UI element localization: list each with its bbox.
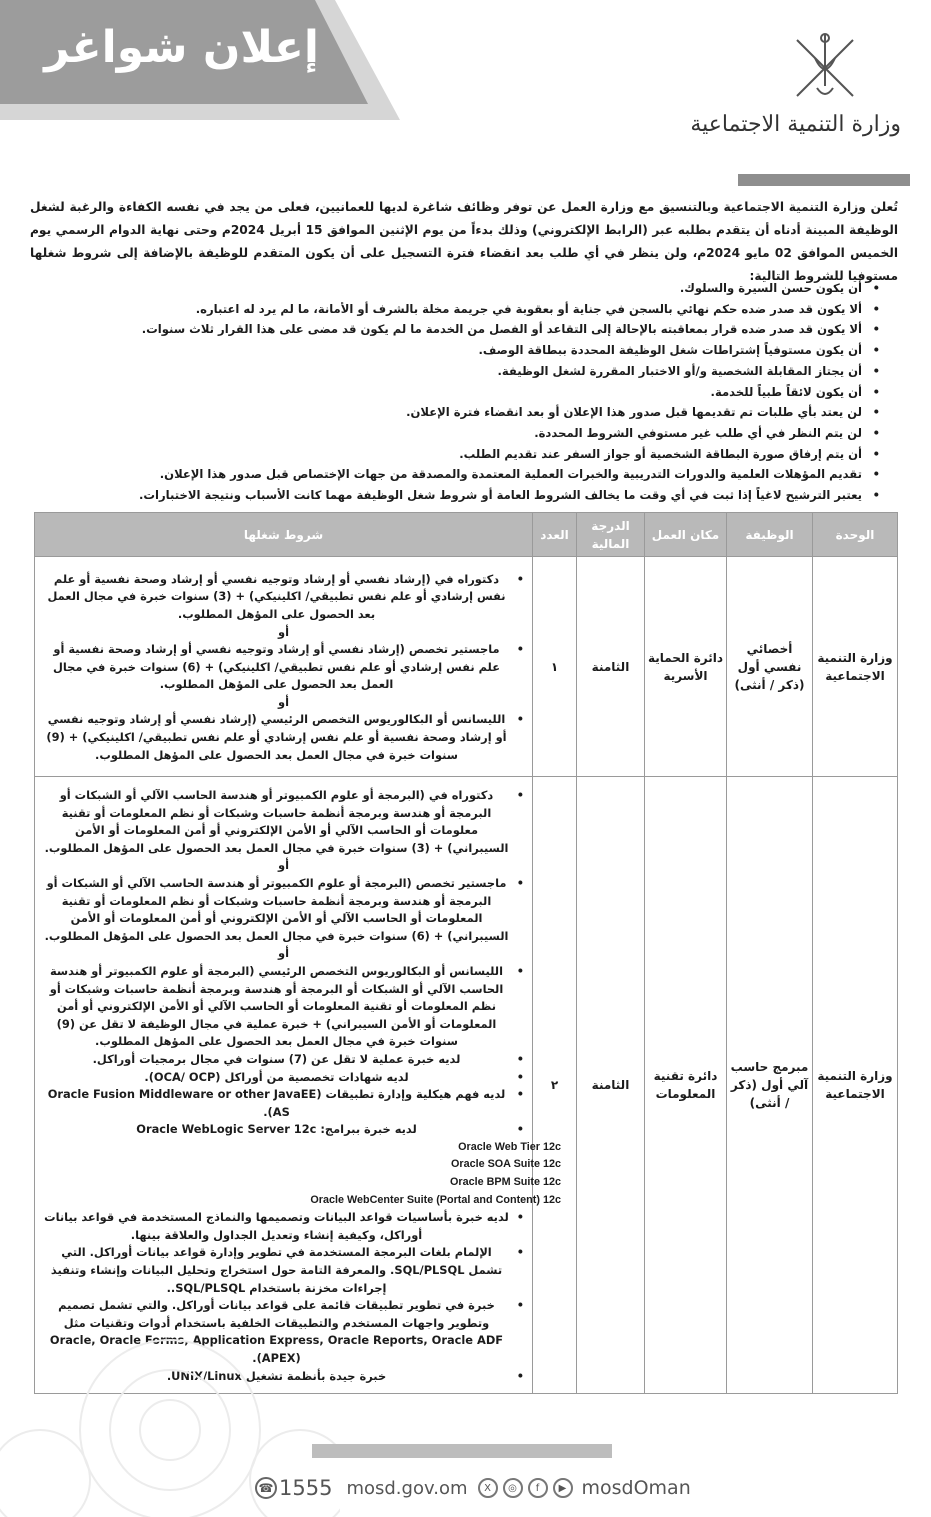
conditions-list	[30, 278, 898, 506]
header-count: العدد	[533, 513, 577, 557]
condition-item: • ألا يكون قد صدر ضده حكم نهائي بالسجن في جناية أو بعقوبة في جريمة مخلة بالشرف أو الأمانة، ما لم يرد له اعتباره.	[30, 299, 898, 320]
program-item: Oracle SOA Suite 12c	[450, 1158, 561, 1171]
requirement-item: • لديه خبرة ببرامج: Oracle WebLogic Server 12c	[43, 1121, 524, 1139]
condition-item: • تقديم المؤهلات العلمية والدورات التدريبية والخبرات العملية المعتمدة والمصدقة من جهات الإختصاص قبل صدور هذا الإعلان.	[30, 464, 898, 485]
condition-item: • أن يكون لائقاً طبياً للخدمة.	[30, 382, 898, 403]
cell-grade: الثامنة	[577, 777, 645, 1394]
requirement-item: • دكتوراه في (إرشاد نفسي أو إرشاد وتوجيه نفسي أو إرشاد وصحة نفسية أو علم نفس إرشادي أو علم نفس تطبيقي/ اكلينيكي) + (3) سنوات خبرة في مجال العمل بعد الحصول على المؤهل المطلوب.	[43, 571, 524, 624]
or-separator: أو	[278, 946, 289, 961]
table-header-row	[35, 513, 898, 557]
cell-requirements	[35, 557, 533, 777]
condition-item: • أن يجتاز المقابلة الشخصية و/أو الاختبار المقررة لشغل الوظيفة.	[30, 361, 898, 382]
requirement-item: • خبرة جيدة بأنظمة تشغيل UNIX/Linux.	[43, 1368, 524, 1386]
cell-job: مبرمج حاسب آلي أول (ذكر / أنثى)	[727, 777, 813, 1394]
header-job: الوظيفة	[727, 513, 813, 557]
requirement-item: • دكتوراه في (البرمجة أو علوم الكمبيوتر أو هندسة الحاسب الآلي أو الشبكات أو البرمجة أو هندسة وبرمجة أنظمة حاسبات وشبكات أو نظم المعلومات أو تقنية معلومات أو الحاسب الآلي أو الأمن الإلكتروني أو أمن المعلومات أو الأمن السيبراني) + (3) سنوات خبرة في مجال العمل بعد الحصول على المؤهل المطلوب.	[43, 787, 524, 857]
condition-item: • أن يكون مستوفياً إشتراطات شغل الوظيفة المحددة ببطاقة الوصف.	[30, 340, 898, 361]
requirement-item: • لديه خبرة عملية لا تقل عن (7) سنوات في مجال برمجيات أوراكل.	[43, 1051, 524, 1069]
cell-location: دائرة الحماية الأسرية	[645, 557, 727, 777]
requirement-item: • الإلمام بلغات البرمجة المستخدمة في تطوير وإدارة قواعد بيانات أوراكل. التي تشمل SQL/PLSQL. والمعرفة التامة حول استخراج وتحليل البيانات وإنشاء وتنفيذ إجراءات مخزنة باستخدام SQL/PLSQL..	[43, 1244, 524, 1297]
program-item: Oracle WebCenter Suite (Portal and Content) 12c	[310, 1193, 561, 1206]
cell-location: دائرة تقنية المعلومات	[645, 777, 727, 1394]
requirement-item: • لديه خبرة بأساسيات قواعد البيانات وتصميمها والنماذج المستخدمة في قواعد بيانات أوراكل، وكيفية إنشاء وتعديل الجداول والعلاقة بينها.	[43, 1209, 524, 1244]
website-link[interactable]: mosd.gov.om	[346, 1477, 468, 1499]
requirement-item: • لديه فهم هيكلية وإدارة تطبيقات (Oracle Fusion Middleware or other JavaEE AS).	[43, 1086, 524, 1121]
condition-item: • ألا يكون قد صدر ضده قرار بمعاقبته بالإحالة إلى التقاعد أو الفصل من الخدمة ما لم يكون قد مضى على هذا القرار ثلاث سنوات.	[30, 319, 898, 340]
condition-item: • أن يكون حسن السيرة والسلوك.	[30, 278, 898, 299]
facebook-icon[interactable]: f	[528, 1478, 548, 1498]
cell-grade: الثامنة	[577, 557, 645, 777]
requirement-item: • ماجستير تخصص (البرمجة أو علوم الكمبيوتر أو هندسة الحاسب الآلي أو الشبكات أو البرمجة أو هندسة وبرمجة أنظمة حاسبات وشبكات أو نظم المعلومات أو تقنية المعلومات أو الحاسب الآلي أو الأمن الإلكتروني أو أمن المعلومات أو الأمن السيبراني) + (6) سنوات خبرة في مجال العمل بعد الحصول على المؤهل المطلوب.	[43, 875, 524, 945]
cell-count: ١	[533, 557, 577, 777]
requirement-item: • الليسانس أو البكالوريوس التخصص الرئيسي (البرمجة أو علوم الكمبيوتر أو هندسة الحاسب الآلي أو الشبكات أو البرمجة أو هندسة وبرمجة أنظمة حاسبات وشبكات أو نظم المعلومات أو تقنية المعلومات أو الحاسب الآلي أو الأمن الإلكتروني أو أمن المعلومات أو الأمن السيبراني) + خبرة عملية في مجال الوظيفة لا تقل عن (9) سنوات خبرة في مجال العمل بعد الحصول على المؤهل المطلوب.	[43, 963, 524, 1051]
header-accent-bar	[738, 174, 910, 186]
intro-paragraph: تُعلن وزارة التنمية الاجتماعية وبالتنسيق مع وزارة العمل عن توفر وظائف شاغرة لديها للعمانيين، فعلى من يجد في نفسه الكفاءة والرغبة لشغل الوظيفة المبينة أدناه أن يتقدم بطلبه عبر (الرابط الإلكتروني) وذلك بدءاً من يوم الإثنين الموافق 15 أبريل 2024م وحتى نهاية الدوام الرسمي يوم الخميس الموافق 02 مايو 2024م، ولن ينظر في أي طلب بعد انقضاء فترة التسجيل على أن يكون المتقدم للوظيفة بالإضافة إلى شروط شغلها مستوفيا للشروط التالية:	[30, 200, 899, 283]
header-location: مكان العمل	[645, 513, 727, 557]
oracle-programs-list	[43, 1139, 561, 1209]
or-separator: أو	[278, 858, 289, 873]
or-separator: أو	[278, 624, 289, 639]
x-icon[interactable]: X	[478, 1478, 498, 1498]
program-item: Oracle BPM Suite 12c	[449, 1176, 561, 1189]
condition-item: • أن يتم إرفاق صورة البطاقة الشخصية أو جواز السفر عند تقديم الطلب.	[30, 444, 898, 465]
cell-unit: وزارة التنمية الاجتماعية	[813, 777, 898, 1394]
requirement-item: • خبرة في تطوير تطبيقات قائمة على قواعد بيانات أوراكل. والتي تشمل تصميم وتطوير واجهات المستخدم والتطبيقات الخلفية باستخدام أدوات وتقنيات مثل Oracle, Oracle Forms, Application Express, Oracle Reports, Oracle ADF (APEX).	[43, 1297, 524, 1367]
footer-accent-bar	[312, 1444, 612, 1458]
jobs-table	[34, 512, 898, 1394]
instagram-icon[interactable]: ◎	[503, 1478, 523, 1498]
ministry-logo-text: وزارة التنمية الاجتماعية	[690, 112, 901, 137]
requirement-item: • ماجستير تخصص (إرشاد نفسي أو إرشاد وتوجيه نفسي أو إرشاد وصحة نفسية أو علم نفس إرشادي أو علم نفس تطبيقي/ اكلينيكي) + (6) سنوات خبرة في مجال العمل بعد الحصول على المؤهل المطلوب.	[43, 641, 524, 694]
social-handle[interactable]: mosdOman	[581, 1477, 691, 1499]
phone-icon: ☎	[255, 1477, 277, 1499]
condition-item: • لن يتم النظر في أي طلب غير مستوفي الشروط المحددة.	[30, 423, 898, 444]
header-requirements: شروط شغلها	[35, 513, 533, 557]
phone-number: 1555	[279, 1476, 333, 1500]
youtube-icon[interactable]: ▶	[553, 1478, 573, 1498]
requirement-item: • لديه شهادات تخصصية من أوراكل (OCA/ OCP).	[43, 1069, 524, 1087]
condition-item: • يعتبر الترشيح لاغياً إذا ثبت في أي وقت ما يخالف الشروط العامة أو شروط شغل الوظيفة مهما كانت الأسباب ونتيجة الاختبارات.	[30, 485, 898, 506]
or-separator: أو	[278, 694, 289, 709]
program-item: Oracle Web Tier 12c	[458, 1140, 561, 1153]
table-row	[35, 557, 898, 777]
header-grade: الدرجة المالية	[577, 513, 645, 557]
cell-count: ٢	[533, 777, 577, 1394]
page-title: إعلان شواغر	[44, 22, 319, 73]
condition-item: • لن يعتد بأي طلبات تم تقديمها قبل صدور هذا الإعلان أو بعد انقضاء فترة الإعلان.	[30, 402, 898, 423]
requirement-item: • الليسانس أو البكالوريوس التخصص الرئيسي (إرشاد نفسي أو إرشاد وتوجيه نفسي أو إرشاد وصحة نفسية أو علم نفس إرشادي أو علم نفس تطبيقي/ اكلينيكي) + (9) سنوات خبرة في مجال العمل بعد الحصول على المؤهل المطلوب.	[43, 711, 524, 764]
cell-unit: وزارة التنمية الاجتماعية	[813, 557, 898, 777]
cell-job: أخصائي نفسي أول (ذكر / أنثى)	[727, 557, 813, 777]
header-unit: الوحدة	[813, 513, 898, 557]
footer-contact	[255, 1474, 691, 1502]
oman-emblem-icon	[785, 28, 865, 108]
